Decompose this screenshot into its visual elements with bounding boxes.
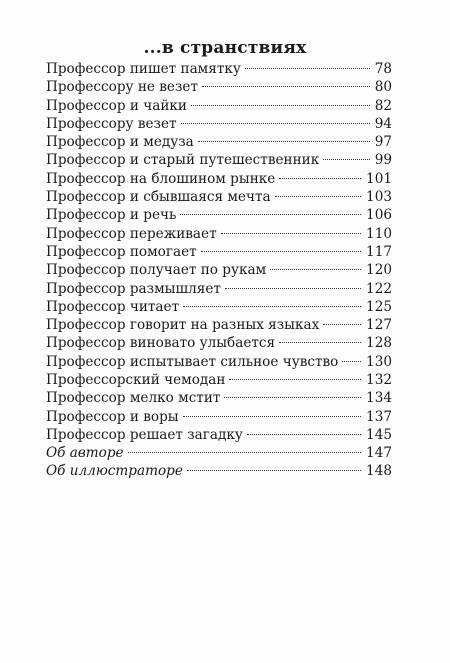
toc-entry-page: 134	[366, 390, 392, 407]
dot-leader	[198, 141, 370, 142]
dot-leader	[225, 288, 361, 289]
dot-leader	[221, 233, 361, 234]
toc-entry-title: Профессор пишет памятку	[46, 61, 241, 77]
dot-leader	[201, 251, 361, 252]
toc-entry-title: Профессор размышляет	[46, 280, 221, 297]
toc-entry	[46, 133, 392, 151]
dot-leader	[183, 306, 361, 307]
toc-entry-title: Об иллюстраторе	[46, 463, 183, 480]
dot-leader	[224, 397, 361, 398]
toc-entry-title: Профессор и медуза	[46, 134, 194, 151]
toc-entry-page: 97	[374, 134, 392, 151]
toc-entry-title: Профессору не везет	[46, 79, 198, 96]
dot-leader	[229, 379, 361, 380]
section-title: ...в странствиях	[143, 38, 307, 58]
toc-entry-title: Профессор решает загадку	[46, 426, 243, 443]
dot-leader	[323, 159, 369, 160]
toc-entry-page: 99	[374, 152, 392, 169]
toc-entry-title: Профессорский чемодан	[46, 372, 226, 389]
dot-leader	[270, 269, 361, 270]
toc-entry	[46, 408, 392, 426]
toc-entry-page: 137	[366, 408, 392, 425]
toc-entry-title: Профессор и старый путешественник	[46, 152, 320, 169]
toc-entry-title: Профессор получает по рукам	[46, 262, 267, 279]
dot-leader	[342, 361, 361, 362]
toc-entry	[46, 243, 392, 261]
toc-entry-page: 132	[366, 372, 392, 389]
toc-entry	[46, 261, 392, 279]
dot-leader	[323, 324, 361, 325]
toc-entry-page: 78	[374, 61, 392, 77]
dot-leader	[279, 178, 361, 179]
toc-entry	[46, 298, 392, 316]
toc-entry	[46, 188, 392, 206]
toc-entry-page: 128	[366, 335, 392, 352]
toc-entry	[46, 115, 392, 133]
dot-leader	[187, 470, 361, 471]
toc-entry-page: 106	[366, 207, 392, 224]
toc-entry-title: Профессор и воры	[46, 408, 179, 425]
toc-entry-page: 117	[366, 243, 392, 260]
toc-entry-title: Профессору везет	[46, 115, 177, 132]
dot-leader	[183, 416, 361, 417]
toc-entry-title: Профессор на блошином рынке	[46, 170, 276, 187]
dot-leader	[191, 105, 370, 106]
toc-entry-page: 130	[366, 353, 392, 370]
dot-leader	[275, 196, 361, 197]
toc-entry-page: 103	[366, 189, 392, 206]
dot-leader	[279, 342, 361, 343]
dot-leader	[181, 123, 370, 124]
toc-entry	[46, 225, 392, 243]
toc-entry-page: 147	[366, 445, 392, 461]
toc-entry-title: Профессор и речь	[46, 207, 177, 224]
toc-entry-about-illustrator	[46, 462, 392, 480]
toc-entry-title: Об авторе	[46, 445, 124, 461]
toc-entry-title: Профессор и сбывшаяся мечта	[46, 189, 271, 206]
toc-entry	[46, 316, 392, 334]
toc-entry	[46, 371, 392, 389]
toc-entry-title: Профессор мелко мстит	[46, 390, 221, 407]
toc-entry	[46, 206, 392, 224]
toc-entry-page: 101	[366, 170, 392, 187]
table-of-contents	[46, 60, 392, 444]
dot-leader	[180, 214, 361, 215]
toc-entry	[46, 353, 392, 371]
toc-entry-title: Профессор переживает	[46, 225, 217, 242]
toc-entry	[46, 280, 392, 298]
toc-entry-page: 110	[366, 225, 392, 242]
toc-entry-page: 82	[374, 97, 392, 114]
toc-entry-about-author	[46, 444, 392, 462]
toc-entry	[46, 170, 392, 188]
toc-entry-page: 127	[366, 317, 392, 334]
toc-entry-page: 145	[366, 426, 392, 443]
dot-leader	[247, 434, 361, 435]
toc-entry	[46, 97, 392, 115]
toc-entry	[46, 334, 392, 352]
toc-entry-title: Профессор говорит на разных языках	[46, 317, 320, 334]
dot-leader	[128, 452, 361, 453]
toc-entry-title: Профессор виновато улыбается	[46, 335, 276, 352]
toc-entry-page: 94	[374, 115, 392, 132]
dot-leader	[202, 86, 370, 87]
toc-entry-page: 148	[366, 463, 392, 480]
toc-entry-page: 120	[366, 262, 392, 279]
toc-entry	[46, 78, 392, 96]
toc-entry-page: 122	[366, 280, 392, 297]
toc-entry	[46, 151, 392, 169]
toc-entry	[46, 389, 392, 407]
toc-entry-title: Профессор читает	[46, 298, 180, 315]
appendix-contents	[46, 444, 392, 481]
toc-entry	[46, 60, 392, 78]
toc-entry-title: Профессор помогает	[46, 243, 197, 260]
toc-entry-title: Профессор и чайки	[46, 97, 187, 114]
toc-entry-page: 80	[374, 79, 392, 96]
dot-leader	[245, 68, 370, 69]
toc-entry	[46, 426, 392, 444]
toc-entry-title: Профессор испытывает сильное чувство	[46, 353, 339, 370]
toc-entry-page: 125	[366, 298, 392, 315]
